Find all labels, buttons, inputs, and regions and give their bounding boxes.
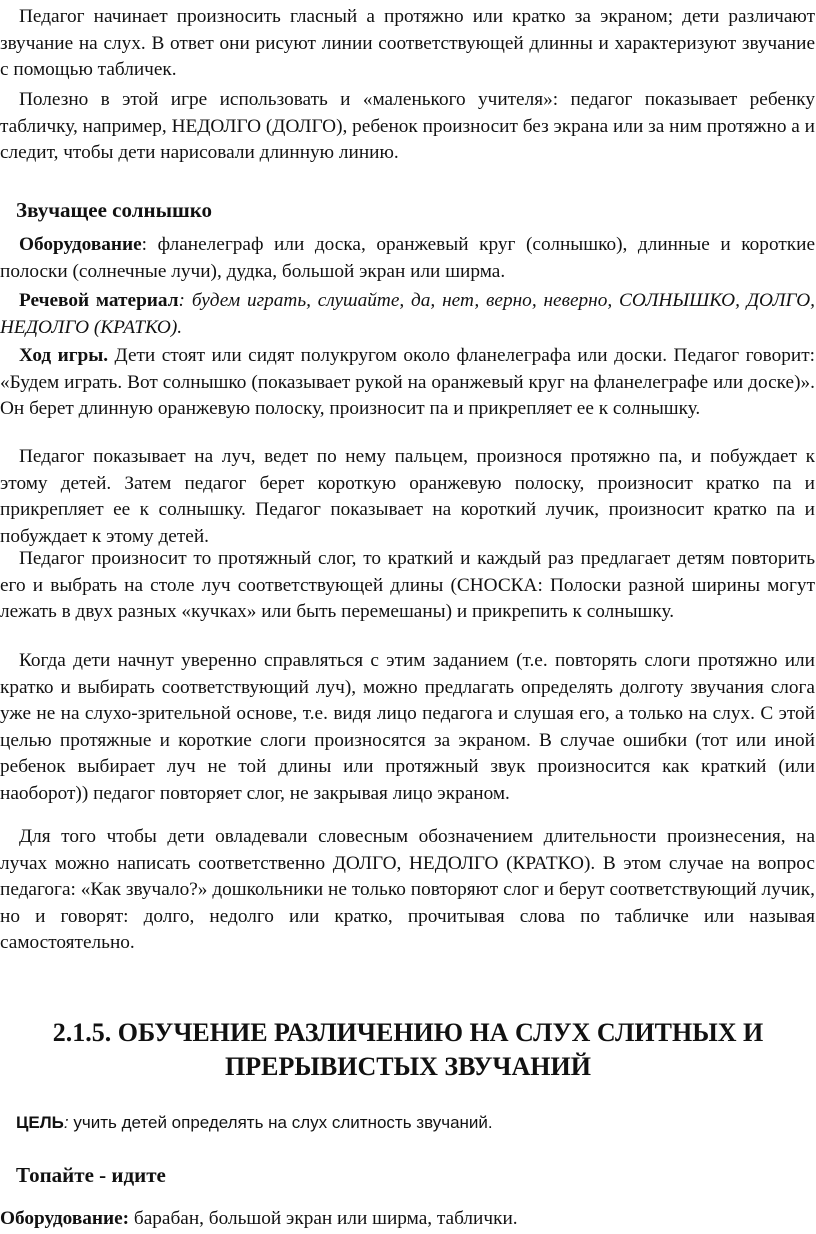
game2-equipment-paragraph — [0, 1206, 815, 1233]
repeat-paragraph: Педагог произносит то протяжный слог, то краткий и каждый раз предлагает детям повторить его и выбрать на столе луч соответствующей длины (СНОСКА: Полоски разной ширины могут лежать в двух разных «кучках» или быть перемешаны) и прикрепить к солнышку. — [0, 548, 815, 622]
game2-equipment-text: барабан, большой экран или ширма, таблички. — [129, 1208, 518, 1229]
game-title-stomp: Топайте - идите — [16, 1163, 166, 1187]
confident-paragraph: Когда дети начнут уверенно справляться с этим заданием (т.е. повторять слоги протяжно или кратко и выбирать соответствующий луч), можно предлагать определять долготу звучания слога уже не на слухо-зрительной основе, т.е. видя лицо педагога и слушая его, а только на слух. С этой целью протяжные и короткие слоги произносятся за экраном. В случае ошибки (тот или иной ребенок выбирает луч не той длины или протяжный звук произносится как краткий (или наоборот)) педагог повторяет слог, не закрывая лицо экраном. — [0, 650, 815, 804]
equipment-text: : фланелеграф или доска, оранжевый круг (солнышко), длинные и короткие полоски (солнечные лучи), дудка, большой экран или ширма. — [0, 234, 815, 282]
speech-material-paragraph — [0, 288, 815, 341]
words-paragraph: Для того чтобы дети овладевали словесным обозначением длительности произнесения, на лучах можно написать соответственно ДОЛГО, НЕДОЛГО (КРАТКО). В этом случае на вопрос педагога: «Как звучало?» дошкольники не только повторяют слог и берут соответствующий лучик, но и говорят: долго, недолго или кратко, прочитывая слова по табличке или называя самостоятельно. — [0, 826, 815, 953]
speech-material-text: : будем играть, слушайте, да, нет, верно, неверно, СОЛНЫШКО, ДОЛГО, НЕДОЛГО (КРАТКО). — [0, 290, 815, 338]
game2-equipment-label: Оборудование: — [0, 1208, 130, 1229]
equipment-paragraph — [0, 232, 815, 285]
goal-label: ЦЕЛЬ — [16, 1113, 64, 1132]
intro-paragraph-1: Педагог начинает произносить гласный а протяжно или кратко за экраном; дети различают звучание на слух. В ответ они рисуют линии соответствующей длинны и характеризуют звучание с помощью табличек. — [0, 6, 815, 80]
section-title-line-1: 2.1.5. ОБУЧЕНИЕ РАЗЛИЧЕНИЮ НА СЛУХ СЛИТНЫХ И — [52, 1018, 764, 1047]
equipment-label: Оборудование — [19, 234, 142, 255]
game-course-text: Дети стоят или сидят полукругом около фланелеграфа или доски. Педагог говорит: «Будем играть. Вот солнышко (показывает рукой на оранжевый круг на фланелеграфе или доске)». Он берет длинную оранжевую полоску, произносит па и прикрепляет ее к солнышку. — [0, 345, 815, 419]
game-title-sunshine: Звучащее солнышко — [16, 198, 213, 222]
game-course-paragraph — [0, 343, 815, 423]
section-title — [0, 1016, 816, 1084]
intro-paragraph-2: Полезно в этой игре использовать и «маленького учителя»: педагог показывает ребенку табличку, например, НЕДОЛГО (ДОЛГО), ребенок произносит без экрана или за ним протяжно а и следит, чтобы дети нарисовали длинную линию. — [0, 89, 815, 163]
section-title-line-2: ПРЕРЫВИСТЫХ ЗВУЧАНИЙ — [225, 1052, 591, 1081]
game-course-label: Ход игры. — [19, 345, 109, 366]
ray-paragraph: Педагог показывает на луч, ведет по нему пальцем, произнося протяжно па, и побуждает к этому детей. Затем педагог берет короткую оранжевую полоску, произносит кратко па и прикрепляет ее к солнышку. Педагог показывает на короткий лучик, произносит кратко па и побуждает к этому детей. — [0, 446, 815, 547]
goal-text: учить детей определять на слух слитность звучаний. — [68, 1113, 493, 1132]
speech-material-label: Речевой материал — [19, 290, 179, 311]
goal-line: ЦЕЛЬ: учить детей определять на слух слитность звучаний. — [16, 1113, 493, 1132]
